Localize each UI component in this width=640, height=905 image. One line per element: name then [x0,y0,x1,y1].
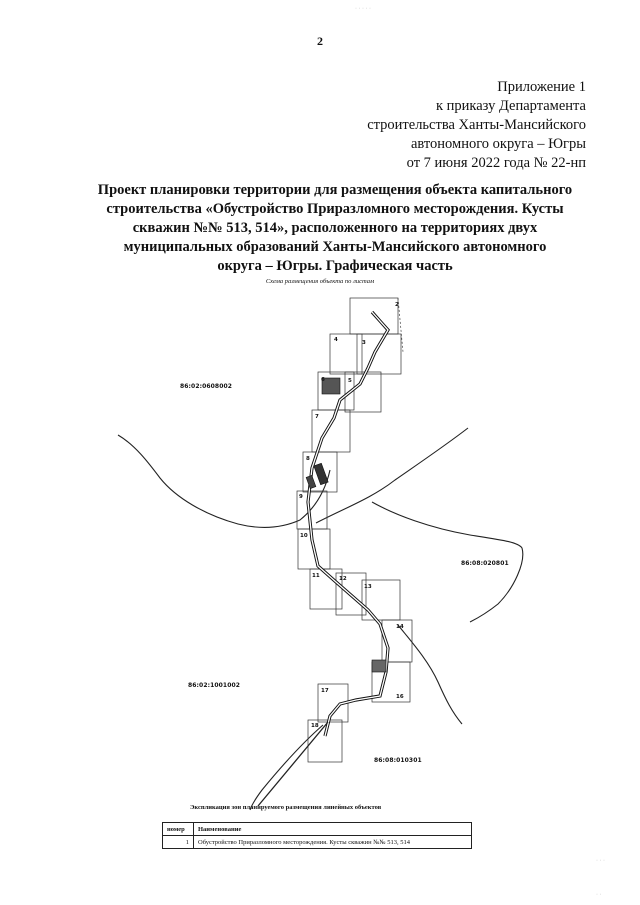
title-line: округа – Югры. Графическая часть [217,258,453,274]
sheet-number: 5 [348,378,352,384]
cadastral-label: 86:08:020801 [461,560,509,567]
legend-title: Экспликация зон планируемого размещения линейных объектов [190,804,382,811]
boundary-line-south-east [398,625,462,724]
scan-artifact: · · · [596,858,605,864]
appendix-line: автономного округа – Югры [410,136,586,152]
legend-row-number: 1 [163,836,194,849]
corridor-center [308,312,388,736]
appendix-line: к приказу Департамента [435,98,586,114]
sheet-number: 6 [321,377,325,383]
sheet-number: 10 [300,533,308,539]
sheet-number: 12 [339,576,347,582]
sheet-number: 18 [311,723,319,729]
boundary-line-north-east [316,428,468,523]
boundary-line-west [118,435,330,527]
title-line: строительства «Обустройство Приразломного месторождения. Кусты [106,201,564,217]
scan-artifact: · · [596,892,602,898]
cadastral-label: 86:08:010301 [374,757,422,764]
legend-header-row [163,823,472,836]
sheet-number: 11 [312,573,320,579]
sheet-frames [297,298,412,762]
sheet-number: 7 [315,414,319,420]
legend-row-name: Обустройство Приразломного месторождения. Кусты скважин №№ 513, 514 [194,836,472,849]
legend-row [163,836,472,849]
title-line: Проект планировки территории для размещения объекта капитального [97,182,573,198]
well-pad [306,475,316,488]
municipal-boundaries [118,428,523,810]
sheet-number: 8 [306,456,310,462]
title-line: муниципальных образований Ханты-Мансийского автономного [123,239,547,255]
sheet-number: 4 [334,337,338,343]
appendix-line: строительства Ханты-Мансийского [367,117,586,133]
boundary-line-south [250,725,323,810]
well-pad [372,660,386,672]
sheet-number: 16 [396,694,404,700]
legend-header-number: номер [163,823,194,836]
scan-artifact: · · · · · [355,6,371,12]
page-number: 2 [317,34,323,48]
well-pads [306,378,386,672]
cadastral-label: 86:02:1001002 [188,682,241,689]
map-caption: Схема размещения объекта по листам [265,278,375,285]
sheet-number: 14 [396,624,404,630]
corridor-outline [308,312,388,736]
pipeline-corridor [308,312,388,736]
sheet-number: 3 [362,340,366,346]
sheet-number: 17 [321,688,329,694]
sheet-number: 13 [364,584,372,590]
legend-header-name: Наименование [194,823,472,836]
well-pad [314,463,328,485]
sheet-number: 2 [395,302,399,308]
appendix-line: от 7 июня 2022 года № 22-нп [406,155,586,171]
sheet-number: 9 [299,494,303,500]
legend-pointer-line [258,722,328,806]
title-line: скважин №№ 513, 514», расположенного на территориях двух [132,220,538,236]
appendix-line: Приложение 1 [497,79,586,95]
legend-table [162,822,472,849]
cadastral-label: 86:02:0608002 [180,383,233,390]
